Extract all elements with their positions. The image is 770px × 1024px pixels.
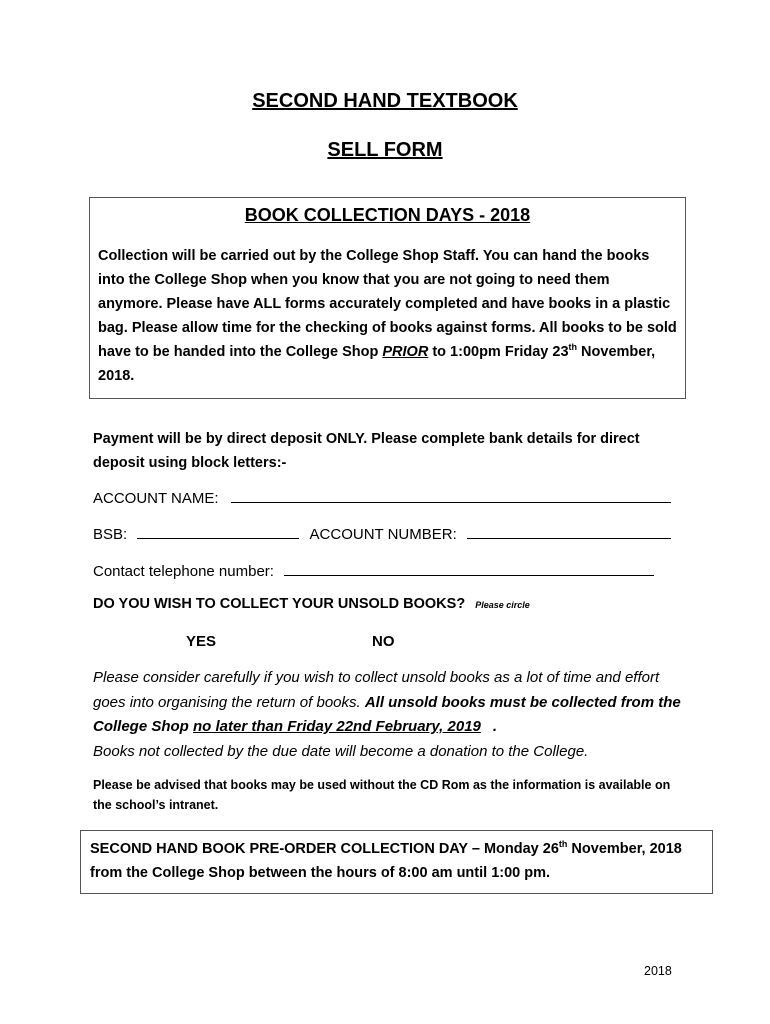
preorder-text-pre: SECOND HAND BOOK PRE-ORDER COLLECTION DAY – Monday 26 (90, 841, 559, 857)
preorder-text (90, 837, 705, 885)
preorder-text-post: November, 2018 from the College Shop between the hours of 8:00 am until 1:00 pm. (90, 841, 682, 881)
form-title: SECOND HAND TEXTBOOK (252, 90, 518, 112)
collection-text-tail-post: November, 2018. (98, 344, 656, 384)
option-no[interactable]: NO (372, 633, 395, 650)
notice-text-d: . (492, 718, 498, 735)
notice-deadline: no later than Friday 22nd February, 2019 (193, 718, 481, 735)
account-number-label: ACCOUNT NUMBER: (309, 526, 457, 543)
phone-label: Contact telephone number: (93, 563, 274, 580)
account-number-field[interactable] (467, 524, 671, 539)
option-yes[interactable]: YES (186, 633, 217, 650)
notice-text-b: All unsold books must be collected from the College Shop (93, 693, 681, 735)
collection-text-tail: to 1:00pm Friday 23 (428, 344, 569, 360)
notice-text-e: Books not collected by the due date will become a donation to the College. (93, 742, 589, 760)
bank-details-row (93, 524, 683, 543)
account-name-field[interactable] (231, 488, 671, 503)
circle-hint: Please circle (475, 600, 530, 610)
payment-intro: Payment will be by direct deposit ONLY. Please complete bank details for direct deposit using block letters:- (93, 431, 640, 471)
bsb-label: BSB: (93, 526, 128, 543)
phone-row (93, 561, 683, 580)
collection-notice (93, 666, 683, 764)
collection-text-sup: th (568, 342, 578, 353)
preorder-sup: th (558, 839, 568, 850)
cd-rom-advisory: Please be advised that books may be used without the CD Rom as the information is available on the school’s intranet. (93, 778, 671, 812)
collect-question-row (93, 596, 683, 612)
account-name-row (93, 488, 683, 507)
collection-days-text (98, 244, 678, 388)
notice-deadline-underline (481, 717, 493, 731)
notice-text-a: Please consider carefully if you wish to collect unsold books as a lot of time and effort goes into organising the return of books. (93, 669, 660, 711)
collection-text-lead: Collection will be carried out by the College Shop Staff. You can hand the books into the College Shop when you know that you are not going to need them anymore. Please have ALL forms accurately completed and have books in a plastic bag. Please allow time for the checking of books against forms. All books to be sold have to be handed into the College Shop (98, 248, 677, 360)
account-name-label: ACCOUNT NAME: (93, 490, 219, 507)
collection-text-prior: PRIOR (382, 344, 429, 360)
phone-field[interactable] (284, 561, 654, 576)
footer-year: 2018 (644, 964, 672, 978)
form-subtitle: SELL FORM (327, 139, 443, 161)
collection-days-title: BOOK COLLECTION DAYS - 2018 (244, 205, 531, 225)
bsb-field[interactable] (137, 524, 299, 539)
collect-question: DO YOU WISH TO COLLECT YOUR UNSOLD BOOKS? (93, 596, 466, 612)
